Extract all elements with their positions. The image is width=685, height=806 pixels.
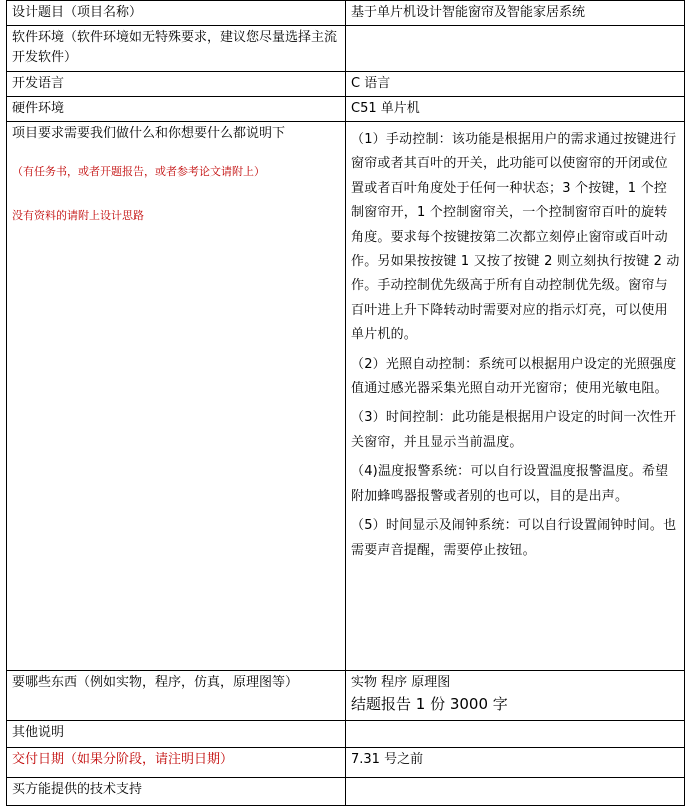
value-dev-language: C 语言 xyxy=(346,72,685,97)
row-software-env xyxy=(7,26,685,72)
value-software-env xyxy=(346,26,685,72)
value-other-notes xyxy=(346,721,685,748)
note-design-idea: 没有资料的请附上设计思路 xyxy=(12,209,144,222)
requirement-item: （3）时间控制：此功能是根据用户设定的时间一次性开关窗帘，并且显示当前温度。 xyxy=(351,410,677,450)
label-tech-support: 买方能提供的技术支持 xyxy=(7,778,346,806)
requirement-item: （4)温度报警系统：可以自行设置温度报警温度。希望附加蜂鸣器报警或者别的也可以，目的是出声。 xyxy=(351,464,669,504)
label-design-title: 设计题目（项目名称） xyxy=(7,1,346,26)
label-software-env: 软件环境（软件环境如无特殊要求，建议您尽量选择主流开发软件） xyxy=(7,26,346,72)
row-design-title xyxy=(7,1,685,26)
value-design-title: 基于单片机设计智能窗帘及智能家居系统 xyxy=(346,1,685,26)
row-dev-language xyxy=(7,72,685,97)
row-other-notes xyxy=(7,721,685,748)
value-delivery-date: 7.31 号之前 xyxy=(346,748,685,778)
label-deliverables: 要哪些东西（例如实物，程序，仿真，原理图等） xyxy=(7,671,346,721)
label-other-notes: 其他说明 xyxy=(7,721,346,748)
deliverables-line-2: 结题报告 1 份 3000 字 xyxy=(351,695,508,713)
label-requirements: 项目要求需要我们做什么和你想要什么都说明下 xyxy=(12,126,286,141)
row-requirements xyxy=(7,122,685,671)
value-tech-support xyxy=(346,778,685,806)
row-deliverables xyxy=(7,671,685,721)
value-requirements xyxy=(346,122,685,671)
value-deliverables xyxy=(346,671,685,721)
requirement-item: （5）时间显示及闹钟系统：可以自行设置闹钟时间。也需要声音提醒，需要停止按钮。 xyxy=(351,518,677,558)
row-hardware-env xyxy=(7,97,685,122)
label-requirements-cell xyxy=(7,122,346,671)
note-attach-docs: （有任务书，或者开题报告，或者参考论文请附上） xyxy=(12,165,265,178)
label-hardware-env: 硬件环境 xyxy=(7,97,346,122)
value-hardware-env: C51 单片机 xyxy=(346,97,685,122)
deliverables-line-1: 实物 程序 原理图 xyxy=(351,675,451,690)
label-dev-language: 开发语言 xyxy=(7,72,346,97)
row-delivery-date xyxy=(7,748,685,778)
requirement-item: （1）手动控制：该功能是根据用户的需求通过按键进行窗帘或者其百叶的开关，此功能可以使窗帘的开闭或位置或者百叶角度处于任何一种状态；3 个按键，1 个控制窗帘开，1 个控制窗帘关，一个控制窗帘百叶的旋转角度。要求每个按键按第二次都立刻停止窗帘或百叶动作。另如果按按键 1 又按了按键 2 则立刻执行按键 2 动作。手动控制优先级高于所有自动控制优先级。窗帘与百叶进上升下降转动时需要对应的指示灯亮，可以使用单片机的。 xyxy=(351,132,680,343)
row-tech-support xyxy=(7,778,685,806)
label-delivery-date: 交付日期（如果分阶段，请注明日期） xyxy=(7,748,346,778)
requirements-form-table xyxy=(6,0,685,806)
requirement-item: （2）光照自动控制：系统可以根据用户设定的光照强度值通过感光器采集光照自动开光窗帘；使用光敏电阻。 xyxy=(351,356,677,397)
